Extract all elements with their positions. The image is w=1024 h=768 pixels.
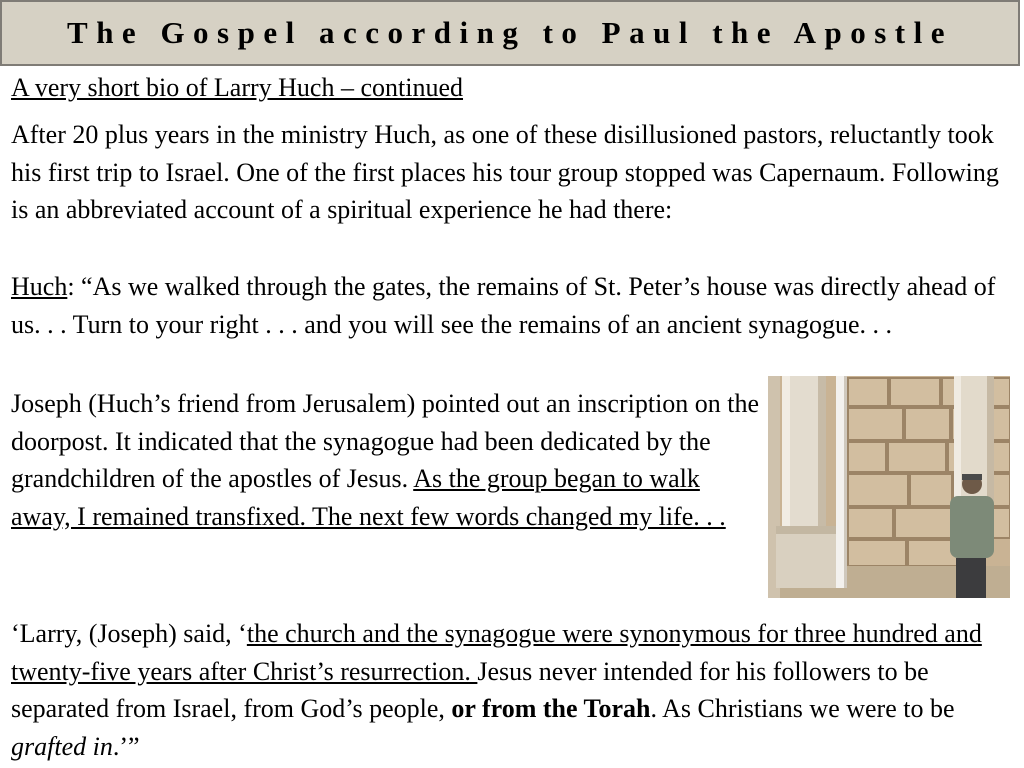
- torah-text: or from the Torah: [451, 694, 651, 723]
- paragraph-joseph: [11, 385, 761, 535]
- paragraph-huch-quote: [11, 268, 1016, 343]
- larry-mid2: . As Christians we were to be: [650, 694, 955, 723]
- synagogue-ruins-photo: [768, 376, 1010, 598]
- slide-title: The Gospel according to Paul the Apostle: [67, 15, 953, 50]
- larry-start: ‘Larry, (Joseph) said, ‘: [11, 619, 247, 648]
- title-bar: [0, 0, 1020, 66]
- paragraph-larry: [11, 615, 1016, 765]
- joseph-text: Joseph (Huch’s friend from Jerusalem) pointed out an inscription on the doorpost. It indicated that the synagogue had been dedicated by the grandchildren of the apostles of Jesus.: [11, 389, 760, 493]
- speaker-name: Huch: [11, 272, 68, 301]
- synonymous-text: the church and the synagogue were synonymous for three hundred and twenty-five years after Christ’s resurrection.: [11, 619, 982, 686]
- larry-middle: Jesus never intended for his followers to be separated from Israel, from God’s people,: [11, 656, 929, 723]
- quote-text: : “As we walked through the gates, the remains of St. Peter’s house was directly ahead of us. . . Turn to your right . . . and you will see the remains of an ancient synagogue. . .: [11, 272, 996, 339]
- slide-subtitle: A very short bio of Larry Huch – continued: [11, 73, 464, 102]
- larry-end: .’”: [112, 731, 140, 761]
- transfixed-text: As the group began to walk away, I remained transfixed. The next few words changed my life. . .: [11, 464, 726, 531]
- grafted-text: grafted in: [11, 731, 113, 761]
- paragraph-intro: After 20 plus years in the ministry Huch, as one of these disillusioned pastors, reluctantly took his first trip to Israel. One of the first places his tour group stopped was Capernaum. Following is an abbreviated account of a spiritual experience he had there:: [11, 120, 999, 224]
